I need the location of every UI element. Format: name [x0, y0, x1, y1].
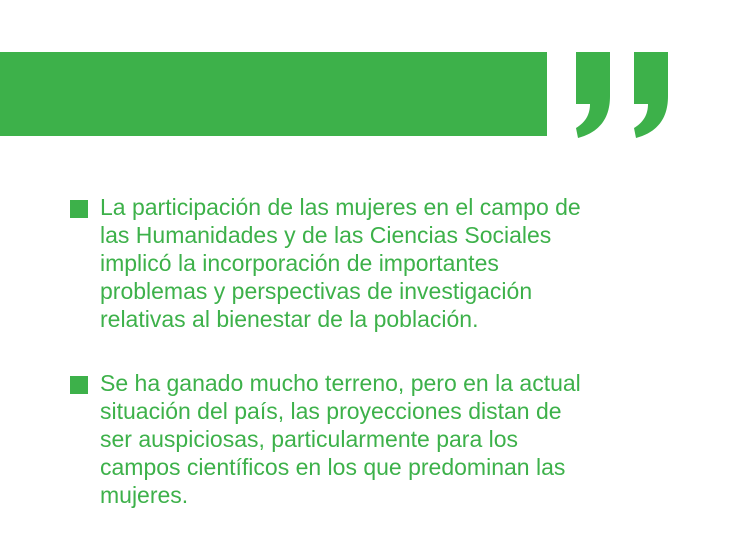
closing-quote-icon	[572, 52, 682, 142]
bullet-item	[70, 193, 730, 333]
bullet-text: Se ha ganado mucho terreno, pero en la actual situación del país, las proyecciones distan de ser auspiciosas, particularmente para los campos científicos en los que predominan las mujeres.	[100, 370, 581, 508]
quote-glyph-left	[576, 52, 610, 138]
bullet-item	[70, 369, 730, 509]
bullet-square-icon	[70, 376, 88, 394]
green-banner	[0, 52, 547, 136]
quote-glyph-right	[634, 52, 668, 138]
bullet-square-icon	[70, 200, 88, 218]
bullet-text: La participación de las mujeres en el campo de las Humanidades y de las Ciencias Sociales implicó la incorporación de importantes problemas y perspectivas de investigación relativas al bienestar de la población.	[100, 194, 581, 332]
bullet-list	[70, 193, 730, 545]
